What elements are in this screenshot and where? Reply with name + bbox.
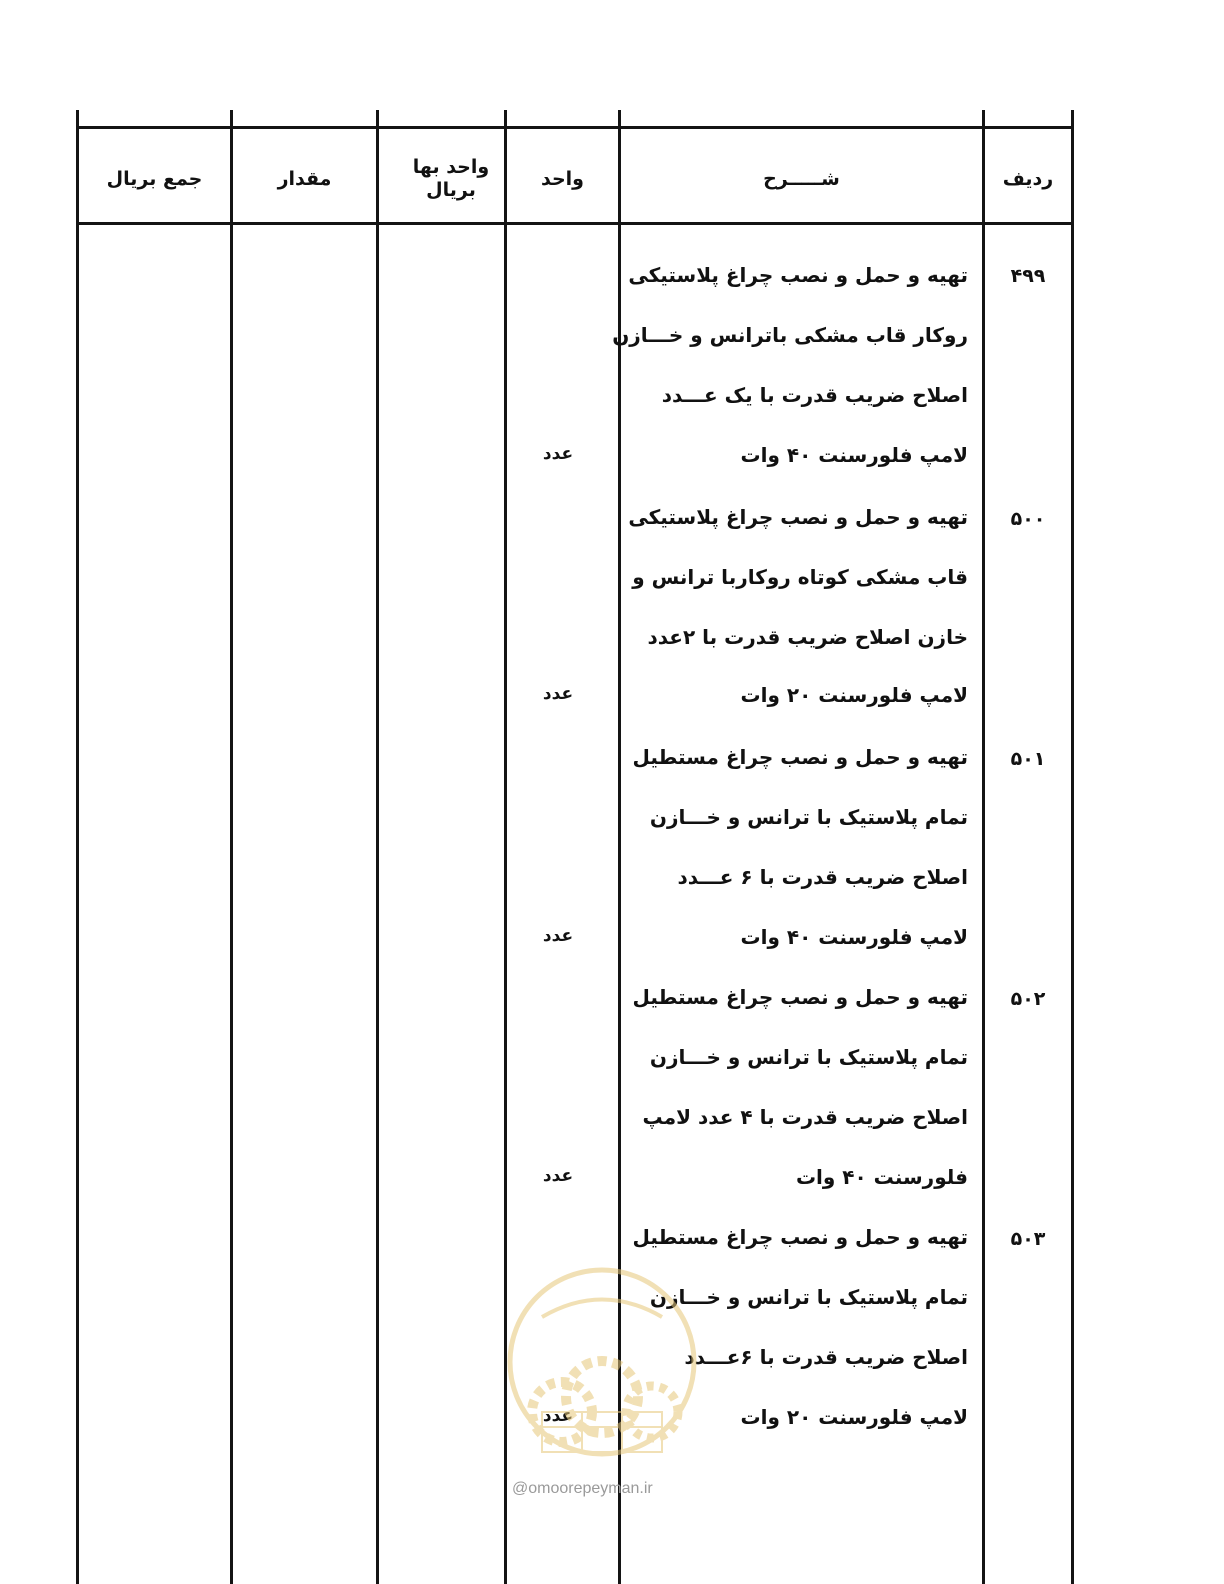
row-number: ۵۰۱ [1010,748,1046,770]
description-line: تهیه و حمل و نصب چراغ مستطیل [632,1225,968,1249]
watermark-text: @omoorepeyman.ir [512,1480,653,1497]
unit-cell: عدد [542,1406,574,1426]
unit-cell: عدد [542,1166,574,1186]
table-left-border [76,110,79,1584]
description-line: فلورسنت ۴۰ وات [795,1165,968,1189]
row-number: ۵۰۳ [1010,1228,1046,1250]
table-right-border [1071,110,1074,1584]
row-number: ۵۰۲ [1010,988,1046,1010]
header-bottom-border [76,222,1074,225]
description-line: خازن اصلاح ضریب قدرت با ۲عدد [647,625,968,649]
description-line: تهیه و حمل و نصب چراغ پلاستیکی [628,263,968,287]
description-line: اصلاح ضریب قدرت با ۴ عدد لامپ [642,1105,968,1129]
description-line: تهیه و حمل و نصب چراغ مستطیل [632,745,968,769]
description-line: روکار قاب مشکی باترانس و خـــازن [612,323,968,347]
column-divider [504,110,507,1584]
description-line: تمام پلاستیک با ترانس و خـــازن [649,1285,968,1309]
header-row-number: ردیف [1002,167,1054,190]
description-line: تهیه و حمل و نصب چراغ پلاستیکی [628,505,968,529]
header-total: جمع بریال [106,167,203,190]
row-number: ۵۰۰ [1010,508,1046,530]
header-unit: واحد [541,167,584,190]
description-line: لامپ فلورسنت ۴۰ وات [740,443,968,467]
header-description: شـــــرح [763,167,840,190]
price-list-table [76,110,1074,1584]
description-line: اصلاح ضریب قدرت با یک عـــدد [661,383,968,407]
table-top-border [76,126,1074,129]
column-divider [982,110,985,1584]
description-line: لامپ فلورسنت ۲۰ وات [740,683,968,707]
description-line: تمام پلاستیک با ترانس و خـــازن [649,805,968,829]
description-line: تهیه و حمل و نصب چراغ مستطیل [632,985,968,1009]
description-line: تمام پلاستیک با ترانس و خـــازن [649,1045,968,1069]
description-line: اصلاح ضریب قدرت با ۶عـــدد [684,1345,968,1369]
description-line: لامپ فلورسنت ۴۰ وات [740,925,968,949]
header-quantity: مقدار [277,167,332,190]
description-line: اصلاح ضریب قدرت با ۶ عـــدد [677,865,968,889]
description-line: قاب مشکی کوتاه روکاربا ترانس و [632,565,968,589]
unit-cell: عدد [542,684,574,704]
unit-cell: عدد [542,926,574,946]
unit-cell: عدد [542,444,574,464]
description-line: لامپ فلورسنت ۲۰ وات [740,1405,968,1429]
column-divider [230,110,233,1584]
column-divider [376,110,379,1584]
row-number: ۴۹۹ [1010,265,1046,287]
header-unit-price: واحد بها بریال [412,156,490,201]
